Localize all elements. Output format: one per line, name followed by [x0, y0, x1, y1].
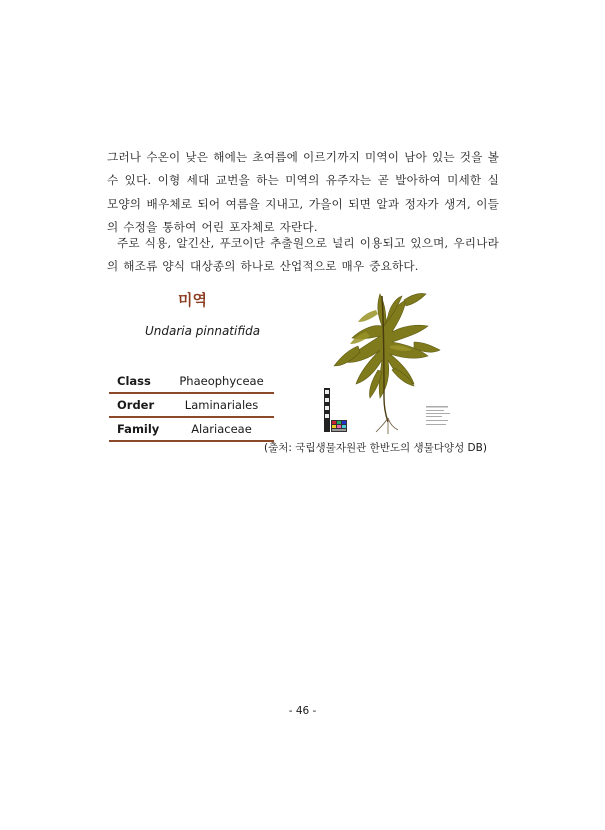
- taxonomy-taxon: Alariaceae: [169, 417, 274, 441]
- body-paragraph-2: [107, 232, 499, 279]
- photo-caption: (출처: 국립생물자원관 한반도의 생물다양성 DB): [264, 442, 487, 454]
- taxonomy-taxon: Laminariales: [169, 393, 274, 417]
- body-paragraph-2-text: 주로 식용, 알긴산, 푸코이단 추출원으로 널리 이용되고 있으며, 우리나라의 해조류 양식 대상종의 하나로 산업적으로 매우 중요하다.: [107, 235, 499, 274]
- body-paragraph-1: 그러나 수온이 낮은 해에는 초여름에 이르기까지 미역이 남아 있는 것을 볼 수 있다. 이형 세대 교번을 하는 미역의 유주자는 곧 발아하여 미세한 실 모양의 배우체로 되어 여름을 지내고, 가을이 되면 알과 정자가 생겨, 이들의 수정을 통하여 어린 포자체로 자란다.: [107, 149, 499, 235]
- species-scientific-name: Undaria pinnatifida: [145, 324, 261, 338]
- taxonomy-table: [109, 370, 274, 442]
- taxonomy-rank: Family: [109, 417, 169, 441]
- taxonomy-taxon: Phaeophyceae: [169, 370, 274, 393]
- taxonomy-row-family: [109, 417, 274, 441]
- taxonomy-row-order: [109, 393, 274, 417]
- page-number: - 46 -: [288, 705, 317, 717]
- species-korean-name: 미역: [178, 291, 207, 309]
- seaweed-specimen-photo: [318, 286, 463, 438]
- taxonomy-rank: Class: [109, 370, 169, 393]
- taxonomy-rank: Order: [109, 393, 169, 417]
- taxonomy-row-class: [109, 370, 274, 393]
